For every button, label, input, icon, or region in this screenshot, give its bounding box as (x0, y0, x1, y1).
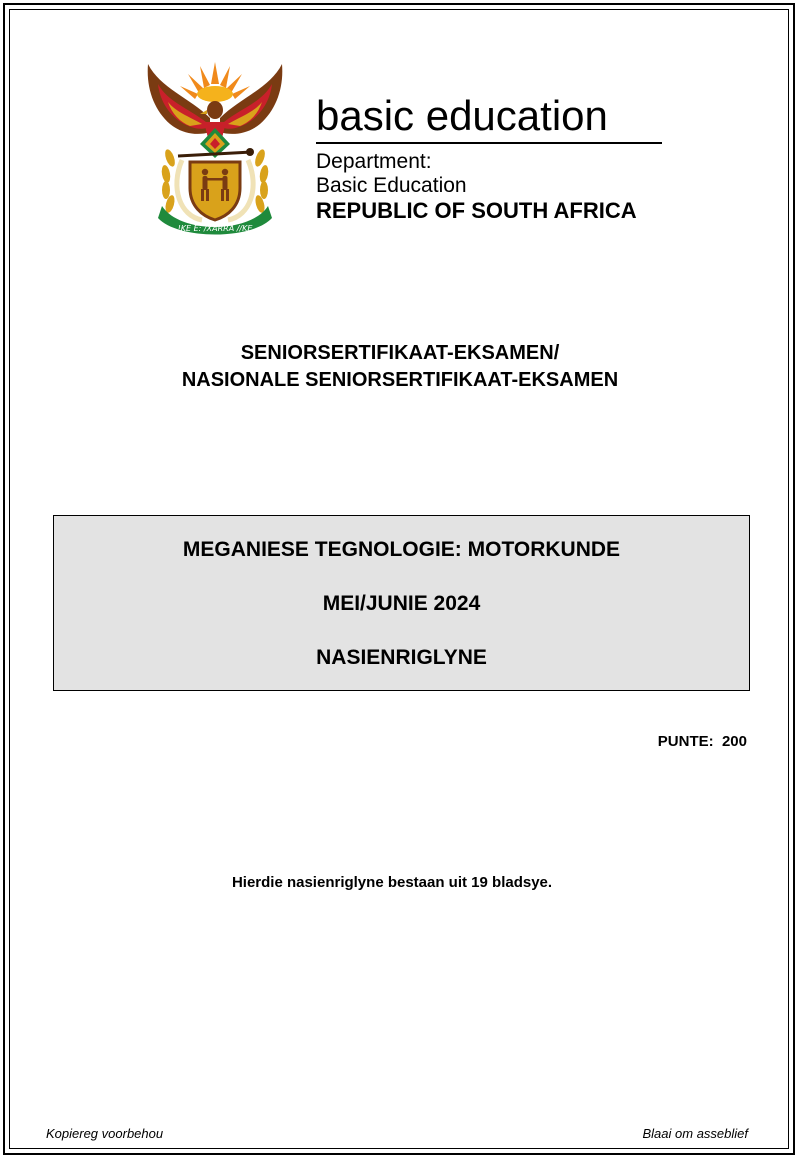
exam-session: MEI/JUNIE 2024 (322, 592, 481, 615)
department-line-1: Department: (316, 150, 432, 173)
country-name: REPUBLIC OF SOUTH AFRICA (316, 198, 637, 223)
footer-turn-page: Blaai om asseblief (642, 1126, 748, 1141)
title-box (53, 515, 750, 691)
brand-name: basic education (316, 92, 662, 144)
footer-copyright: Kopiereg voorbehou (46, 1126, 164, 1141)
subject-title: MEGANIESE TEGNOLOGIE: MOTORKUNDE (182, 538, 621, 561)
exam-heading (0, 340, 800, 394)
svg-text:!KE E: /XARRA //KE: !KE E: /XARRA //KE (177, 224, 253, 233)
total-marks: PUNTE: 200 (657, 733, 747, 750)
department-branding (316, 92, 662, 224)
shield-icon (190, 162, 240, 220)
exam-heading-line-2: NASIONALE SENIORSERTIFIKAAT-EKSAMEN (181, 369, 619, 391)
coat-of-arms-logo (140, 58, 290, 236)
document-type: NASIENRIGLYNE (316, 646, 487, 669)
page-count-note: Hierdie nasienriglyne bestaan uit 19 bladsye. (231, 874, 553, 891)
exam-heading-line-1: SENIORSERTIFIKAAT-EKSAMEN/ (240, 342, 560, 364)
department-line-2: Basic Education (316, 174, 467, 197)
